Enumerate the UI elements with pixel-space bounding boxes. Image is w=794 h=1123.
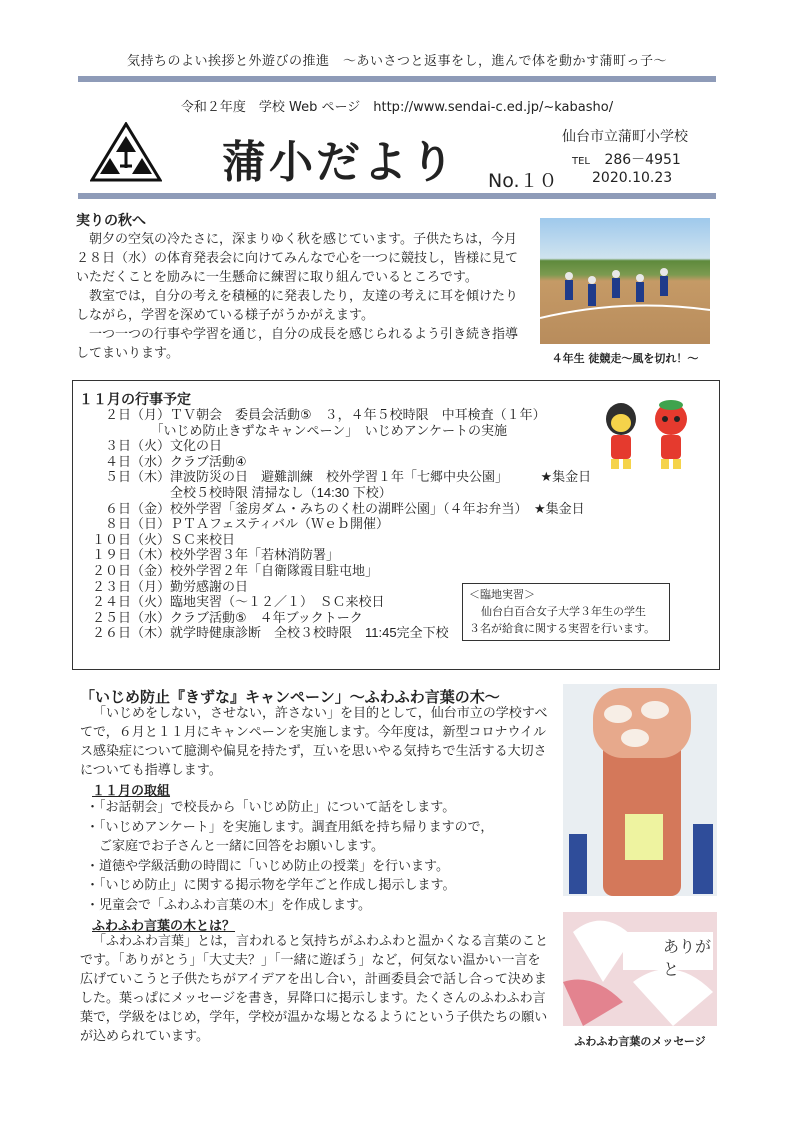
fuwafuwa-text: 「ふわふわ言葉」とは，言われると気持ちがふわふわと温かくなる言葉のことです。「ありがとう」「大丈夫？」「一緒に遊ぼう」など，何気ない温かい一言を広げていこうと子供たちがアイデアを出し合い，計画委員会で話し合って決めました。葉っぱにメッセージを書き，昇降口に掲示します。たくさんのふわふわ言葉で，学級をはじめ，学年，学校が温かな場となるようにという子供たちの願いが込められています。 xyxy=(80,934,549,1044)
november-actions-list xyxy=(86,798,493,915)
campaign-intro: 「いじめをしない，させない，許さない」を目的として，仙台市立の学校すべてで，６月と１１月にキャンペーンを実施します。今年度は，新型コロナウイルス感染症について臆測や偏見を持たず，互いを思いやる気持ちで生活する大切さについても指導します。 xyxy=(80,706,548,778)
action-item: ・道徳や学級活動の時間に「いじめ防止の授業」を行います。 xyxy=(86,858,449,874)
action-item: ・「いじめ防止」に関する掲示物を学年ごと作成し掲示します。 xyxy=(86,878,456,893)
event-line: ８日（日）ＰＴＡフェスティバル（Ｗｅｂ開催） xyxy=(79,516,390,532)
practicum-note-box xyxy=(462,583,670,641)
tel-number: 286－4951 xyxy=(604,152,681,168)
fuwafuwa-heading: ふわふわ言葉の木とは？ xyxy=(92,919,236,934)
events-heading: １１月の行事予定 xyxy=(79,392,191,408)
message-word: ありがと xyxy=(663,937,712,979)
event-line: ２４日（火）臨地実習（～１２／１） ＳＣ来校日 xyxy=(79,594,385,610)
tel-label: TEL xyxy=(572,156,590,167)
event-line: １０日（火）ＳＣ来校日 xyxy=(79,531,236,547)
practicum-note-line: ３名が給食に関する実習を行います。 xyxy=(469,622,656,635)
practicum-note-line: 仙台白百合女子大学３年生の学生 xyxy=(481,605,646,618)
issue-number: No.１０ xyxy=(488,170,558,192)
mascot-characters-icon xyxy=(597,397,697,473)
school-web-line: 令和２年度 学校 Web ページ http://www.sendai-c.ed.jp/~kabasho/ xyxy=(180,100,614,115)
action-item: ご家庭でお子さんと一緒に回答をお願いします。 xyxy=(86,839,384,854)
school-emblem-icon xyxy=(90,122,162,184)
event-line: ２３日（月）勤労感謝の日 xyxy=(79,578,249,594)
runners-illustration xyxy=(540,218,710,344)
campaign-heading: 「いじめ防止『きずな』キャンペーン」～ふわふわ言葉の木～ xyxy=(80,688,500,706)
action-item: ・「お話朝会」で校長から「いじめ防止」について話をします。 xyxy=(86,800,456,815)
header-divider-top xyxy=(78,76,716,82)
action-item: ・「いじめアンケート」を実施します。調査用紙を持ち帰りますので， xyxy=(86,819,494,835)
sports-day-photo xyxy=(540,218,710,344)
message-photo-caption: ふわふわ言葉のメッセージ xyxy=(574,1035,706,1048)
event-line: ４日（水）クラブ活動④ xyxy=(79,453,247,469)
autumn-paragraph: 一つ一つの行事や学習を通じ，自分の成長を感じられるよう引き続き指導してまいります。 xyxy=(76,327,519,361)
event-line: ３日（火）文化の日 xyxy=(79,438,223,454)
autumn-text xyxy=(76,230,524,363)
practicum-note-title: ＜臨地実習＞ xyxy=(469,588,535,601)
school-name: 仙台市立蒲町小学校 xyxy=(562,129,688,145)
event-line: ５日（木）津波防災の日 避難訓練 校外学習１年「七郷中央公園」 ★集金日 xyxy=(79,469,592,485)
event-line: ２５日（水）クラブ活動⑤ ４年ブックトーク xyxy=(79,609,363,625)
newsletter-title: 蒲小だより xyxy=(222,137,457,188)
word-tree-photo xyxy=(563,684,717,896)
november-actions-heading: １１月の取組 xyxy=(92,784,171,799)
autumn-paragraph: 教室では，自分の考えを積極的に発表したり，友達の考えに耳を傾けたりしながら，学習を深めている様子がうかがえます。 xyxy=(76,289,519,323)
event-line: 「いじめ防止きずなキャンペーン」 いじめアンケートの実施 xyxy=(79,422,507,438)
event-line: １９日（木）校外学習３年「若林消防署」 xyxy=(79,547,340,563)
event-line: ６日（金）校外学習「釜房ダム・みちのく杜の湖畔公園」（４年お弁当） ★集金日 xyxy=(79,500,585,516)
autumn-paragraph: 朝夕の空気の冷たさに，深まりゆく秋を感じています。子供たちは，今月２８日（水）の体育発表会に向けてみんなで心を一つに競技し，皆様に見ていただくことを励みに一生懸命に練習に取り組んでいるところです。 xyxy=(76,232,519,285)
event-line: ２０日（金）校外学習２年「自衛隊霞目駐屯地」 xyxy=(79,562,379,578)
event-line: 全校５校時限 清掃なし（14:30 下校） xyxy=(79,484,392,500)
autumn-heading: 実りの秋へ xyxy=(76,213,146,229)
event-line: ２６日（木）就学時健康診断 全校３校時限 11:45完全下校 xyxy=(79,625,449,641)
school-slogan: 気持ちのよい挨拶と外遊びの推進 ～あいさつと返事をし，進んで体を動かす蒲町っ子～ xyxy=(126,54,667,69)
message-leaves-photo xyxy=(563,912,717,1026)
issue-date: 2020.10.23 xyxy=(592,170,673,186)
header-divider-bottom xyxy=(78,193,716,199)
word-tree-illustration xyxy=(563,684,717,896)
event-line: ２日（月）ＴＶ朝会 委員会活動⑤ ３，４年５校時限 中耳検査（１年） xyxy=(79,407,546,422)
sports-photo-caption: ４年生 徒競走～風を切れ！～ xyxy=(551,352,699,365)
school-telephone xyxy=(572,149,681,169)
action-item: ・児童会で「ふわふわ言葉の木」を作成します。 xyxy=(86,897,371,913)
